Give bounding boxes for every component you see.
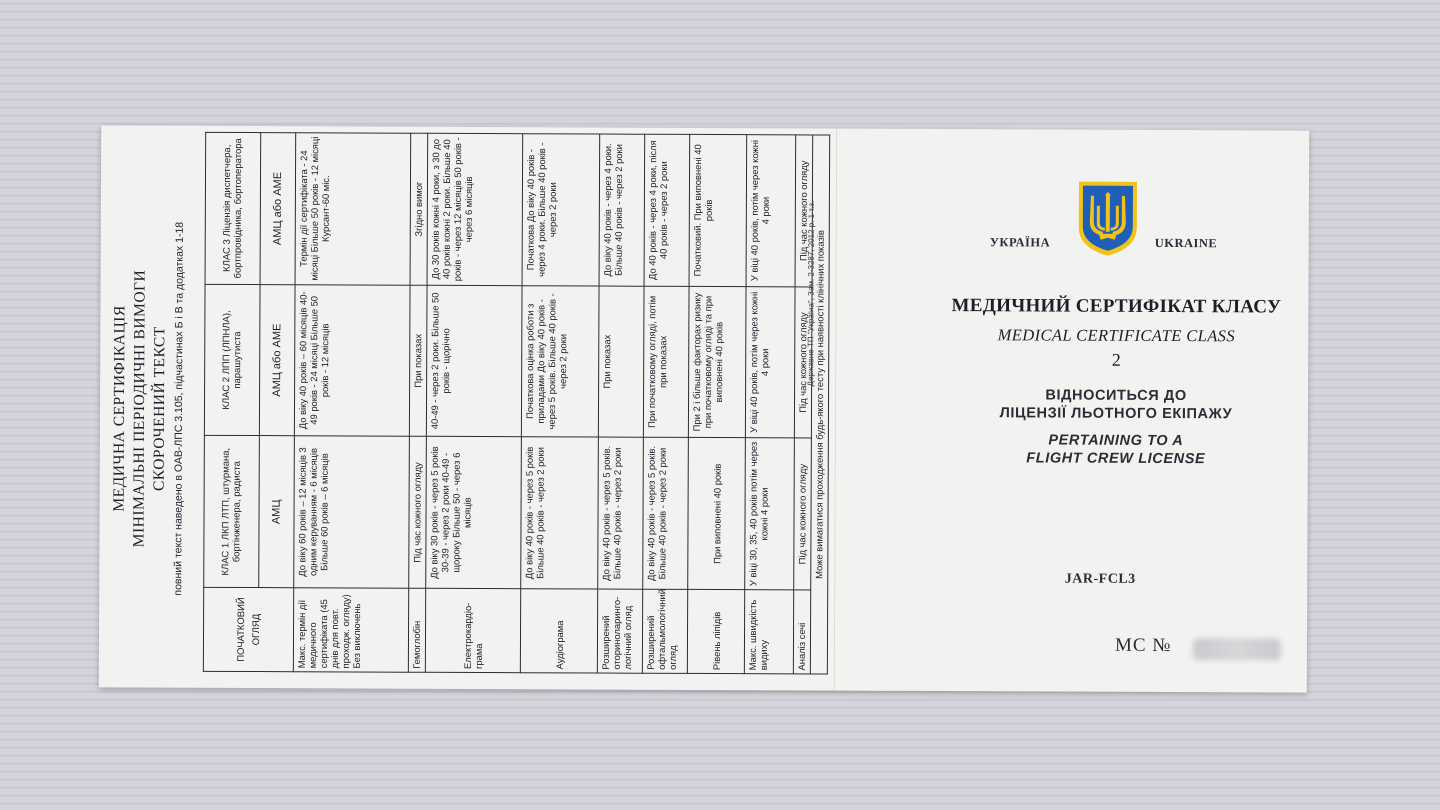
table-footer-note: Може вимагатися проходження будь-якого тесту при наявності клінічних показів [810, 135, 829, 674]
table-row [425, 133, 522, 672]
table-cell: До віку 40 років - через 5 років. Більше 40 років - через 2 роки [598, 437, 644, 589]
row-label: Рівень ліпідів [687, 589, 744, 673]
pertaining-en-line2: FLIGHT CREW LICENSE [1026, 450, 1206, 468]
table-header-row [203, 132, 260, 671]
cell-authority-class1: АМЦ [259, 436, 295, 588]
header-title-3: СКОРОЧЕНИЙ ТЕКСТ [150, 326, 169, 492]
table-cell: Під час кожного огляду [409, 437, 427, 589]
requirements-table [203, 132, 830, 675]
table-cell: У віці 30, 35, 40 років потім через кожні 4 роки [745, 438, 795, 590]
column-header-initial: ПОЧАТКОВИЙ ОГЛЯД [203, 587, 293, 671]
table-cell: Початкова оцінка роботи з приладами До віку 40 років - через 5 років. Більше 40 років - через 2 роки [521, 285, 599, 437]
column-header-class2: КЛАС 2 ЛПП (ЛПНЛА), парашутиста [204, 284, 260, 436]
country-label-en: UKRAINE [1154, 235, 1218, 251]
row-label: Аудіограма [520, 589, 597, 673]
table-cell: Початковий. При виповнені 40 років [689, 134, 747, 286]
column-header-class3: КЛАС 3 Ліцензія диспетчера, бортпровідника, бортоператора [205, 132, 261, 284]
table-cell: До віку 30 років - через 5 років 30-39 - через 2 роки 40-49 - щороку Більше 50 - через 6 місяців [426, 437, 522, 589]
header-title-2: МІНІМАЛЬНІ ПЕРІОДИЧНІ ВИМОГИ [130, 269, 149, 548]
column-header-class1: КЛАС 1 ЛКП ЛТП, штурмана, бортінженера, радиста [204, 436, 260, 588]
table-cell: Термін дії сертифіката - 24 місяці Більше 50 років - 12 місяці Курсант-60 міс. [295, 133, 411, 285]
row-label: Електрокардіо-грама [425, 588, 520, 672]
pertaining-ua [916, 386, 1316, 424]
pertaining-en [916, 431, 1316, 469]
redacted-certificate-number [1193, 638, 1281, 660]
certificate-number-label: MC № [1114, 634, 1172, 657]
table-cell: До віку 60 років – 12 місяців 3 одним керуванням - 6 місяців Більше 60 років – 6 місяців [294, 436, 410, 588]
pertaining-ua-line2: ЛІЦЕНЗІЇ ЛЬОТНОГО ЕКІПАЖУ [999, 405, 1233, 423]
table-cell: До віку 40 років - через 5 років. Більше 40 років - через 2 роки [643, 438, 689, 590]
row-label: Розширений оториноларинго-логічний огляд [597, 589, 642, 673]
table-cell: Початкова До віку 40 років - через 4 роки. Більше 40 років - через 2 роки [522, 134, 600, 286]
medical-certificate-card [99, 125, 1309, 692]
table-cell: У віці 40 років, потім через кожні 4 роки [745, 286, 795, 438]
header-title-1: МЕДИЧНА СЕРТИФІКАЦІЯ [110, 305, 129, 512]
regulation-code: JAR-FCL3 [1064, 571, 1136, 587]
table-row [520, 134, 599, 673]
table-row [642, 134, 689, 673]
row-label: Гемоглобін [408, 588, 425, 672]
certificate-cover [835, 129, 1309, 693]
table-cell: При 2 і більше факторах ризику при початковому огляді та при виповнені 40 років [688, 286, 746, 438]
table-cell: При показах [598, 286, 644, 438]
table-cell: При показах [409, 285, 427, 437]
cell-authority-class2: АМЦ або АМЕ [259, 284, 295, 436]
certificate-title-en: MEDICAL CERTIFICATE CLASS [997, 325, 1236, 346]
table-cell: До віку 40 років - через 5 років Більше 40 років - через 2 роки [521, 437, 599, 589]
certificate-class-number: 2 [1111, 349, 1121, 370]
certificate-title-ua: МЕДИЧНИЙ СЕРТИФІКАТ КЛАСУ [951, 295, 1282, 318]
publisher-imprint: Державне ТП "Україна", Зам. 2-3287, 2012 р. 1 т.з. [806, 200, 816, 387]
table-row [687, 134, 746, 673]
ukraine-trident-emblem-icon [1075, 178, 1141, 260]
table-cell: При початковому огляді, потім при показах [643, 286, 689, 438]
table-cell: При виповнені 40 років [688, 438, 746, 590]
table-cell: Під час кожного огляду [794, 287, 812, 439]
requirements-panel [103, 130, 837, 686]
table-cell: Під час кожного огляду [795, 135, 813, 287]
requirements-header [109, 145, 203, 671]
header-note: повний текст наведено в ОАВ-ЛПС 3.105, підчастинах Б і В та додатках 1-18 [172, 221, 186, 596]
table-cell: Згідно вимог [410, 133, 428, 285]
country-label-ua: УКРАЇНА [989, 235, 1051, 250]
table-row [744, 135, 795, 674]
pertaining-ua-line1: ВІДНОСИТЬСЯ ДО [1045, 387, 1187, 405]
table-cell: До 40 років - через 4 роки, після 40 років - через 2 роки [644, 134, 690, 286]
pertaining-en-line1: PERTAINING TO A [1048, 432, 1184, 450]
table-cell: До віку 40 років – 60 місяців 40-49 років - 24 місяці Більше 50 років - 12 місяців [294, 284, 410, 436]
row-label: Розширений офтальмологічний огляд [642, 589, 687, 673]
row-label: Макс. швидкість видиху [744, 590, 793, 674]
table-cell: До віку 40 років - через 4 роки. Більше 40 років - через 2 роки [599, 134, 645, 286]
row-label: Аналіз сечі [793, 590, 810, 674]
table-cell: До 30 років кожні 4 роки, з 30 до 40 років кожні 2 роки. Більше 40 років - через 12 місяців 50 років - через 6 місяців [427, 133, 523, 285]
row-label: Макс. термін дії медичного сертифіката (45 днів для повт. проходж. огляду) Без виключень [293, 588, 408, 672]
table-cell: Під час кожного огляду [794, 438, 812, 590]
table-row [293, 133, 410, 672]
cell-authority-class3: АМЦ або АМЕ [260, 133, 296, 285]
table-cell: У віці 40 років, потім через кожні 4 роки [746, 135, 796, 287]
rotated-requirements [103, 130, 837, 686]
table-row [597, 134, 644, 673]
table-cell: 40-49 - через 2 роки. Більше 50 років - щорічно [426, 285, 522, 437]
